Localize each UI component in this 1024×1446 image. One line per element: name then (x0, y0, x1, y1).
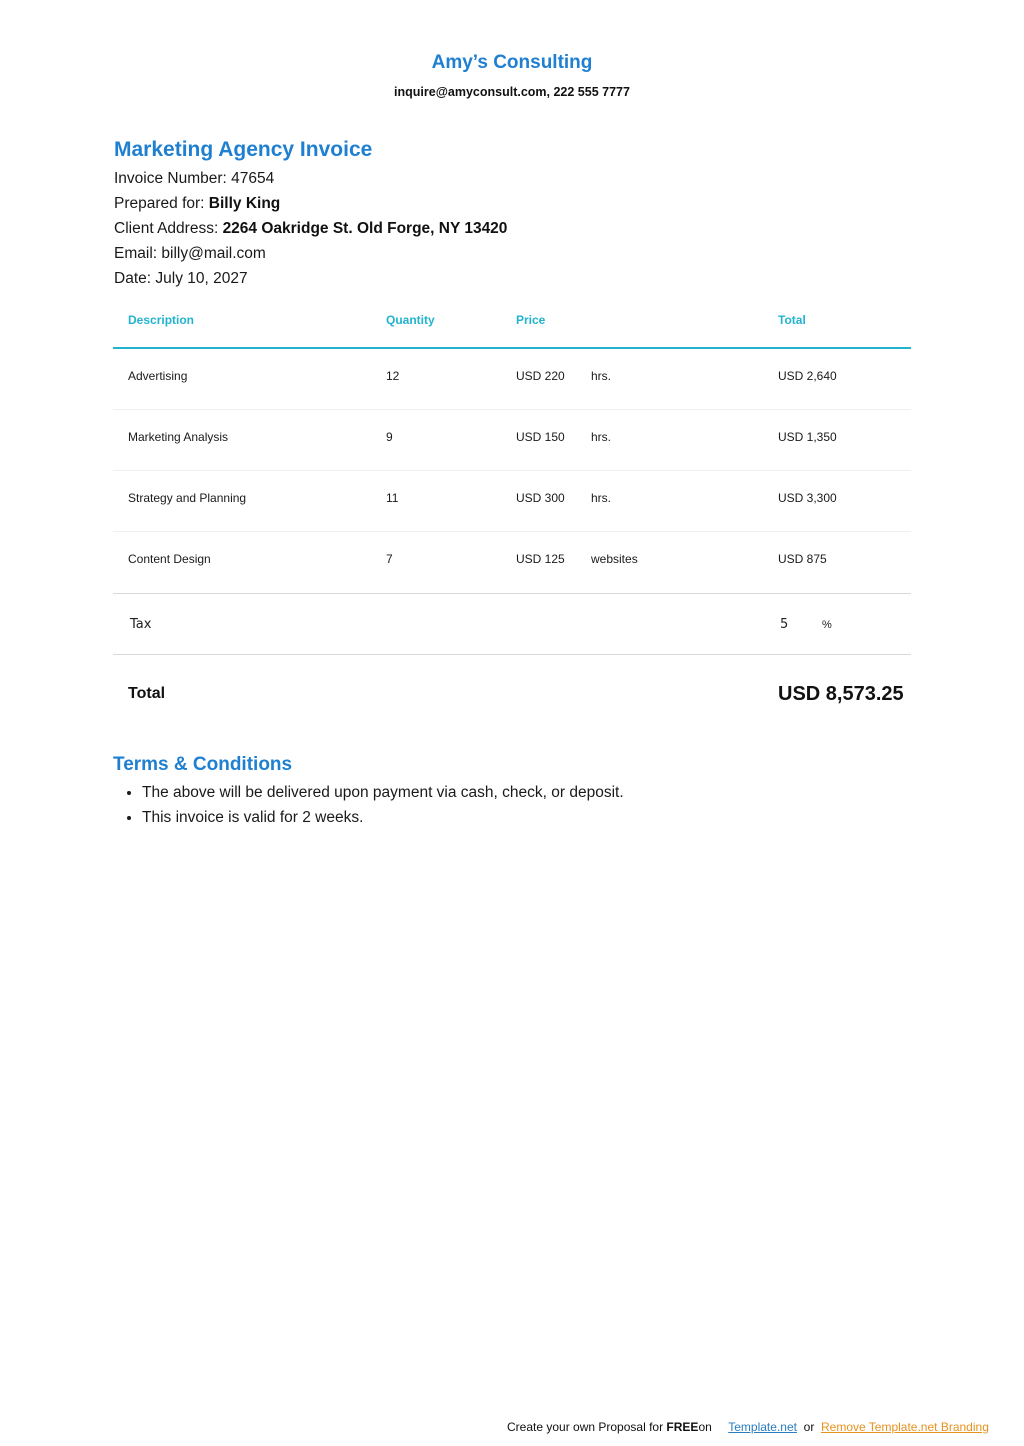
row-description: Advertising (128, 369, 188, 383)
total-label: Total (128, 685, 166, 702)
row-price: USD 125 (516, 552, 565, 566)
invoice-number (114, 170, 274, 188)
client-email-label: Email: (114, 245, 158, 262)
invoice-number-label: Invoice Number: (114, 170, 227, 187)
tax-divider (113, 654, 911, 655)
prepared-for-label: Prepared for: (114, 195, 205, 212)
prepared-for (114, 195, 280, 213)
row-total: USD 1,350 (778, 430, 837, 444)
total-value: USD 8,573.25 (778, 683, 904, 705)
tax-label: Tax (130, 617, 152, 632)
row-divider (113, 531, 911, 532)
row-divider (113, 593, 911, 594)
invoice-date-value: July 10, 2027 (155, 270, 248, 287)
company-name: Amy’s Consulting (431, 52, 593, 73)
column-header-quantity: Quantity (386, 313, 435, 327)
row-divider (113, 409, 911, 410)
invoice-date-label: Date: (114, 270, 152, 287)
footer-on: on (698, 1420, 712, 1434)
tax-unit: % (822, 619, 832, 631)
client-email-value: billy@mail.com (161, 245, 266, 262)
column-header-total: Total (778, 313, 806, 327)
row-unit: hrs. (591, 369, 612, 383)
footer-prefix: Create your own Proposal for (507, 1420, 664, 1434)
client-address (114, 220, 507, 238)
row-quantity: 9 (386, 430, 393, 444)
row-quantity: 11 (386, 491, 399, 505)
row-total: USD 3,300 (778, 491, 837, 505)
row-description: Marketing Analysis (128, 430, 229, 444)
tax-value: 5 (780, 617, 789, 632)
row-total: USD 2,640 (778, 369, 837, 383)
row-total: USD 875 (778, 552, 827, 566)
row-unit: websites (591, 552, 638, 566)
invoice-title: Marketing Agency Invoice (114, 138, 373, 161)
client-email (114, 245, 266, 263)
column-header-price: Price (516, 313, 546, 327)
row-quantity: 12 (386, 369, 400, 383)
footer-or: or (803, 1420, 815, 1434)
client-address-value: 2264 Oakridge St. Old Forge, NY 13420 (222, 220, 508, 237)
terms-item: • The above will be delivered upon payment via cash, check, or deposit. (142, 783, 624, 808)
row-unit: hrs. (591, 491, 612, 505)
row-unit: hrs. (591, 430, 612, 444)
terms-item: • This invoice is valid for 2 weeks. (142, 808, 624, 833)
row-description: Content Design (128, 552, 211, 566)
table-header-divider (113, 347, 911, 349)
row-price: USD 150 (516, 430, 565, 444)
column-header-description: Description (128, 313, 195, 327)
row-divider (113, 470, 911, 471)
remove-branding-link[interactable]: Remove Template.net Branding (820, 1420, 989, 1434)
client-address-label: Client Address: (114, 220, 219, 237)
footer-branding (507, 1420, 989, 1434)
terms-title: Terms & Conditions (113, 754, 293, 775)
template-net-link[interactable]: Template.net (728, 1420, 797, 1434)
row-description: Strategy and Planning (128, 491, 247, 505)
company-contact: inquire@amyconsult.com, 222 555 7777 (394, 85, 630, 99)
row-price: USD 300 (516, 491, 565, 505)
row-quantity: 7 (386, 552, 393, 566)
footer-free: FREE (666, 1420, 699, 1434)
invoice-number-value: 47654 (231, 170, 275, 187)
invoice-date (114, 270, 248, 288)
terms-list (114, 783, 624, 833)
row-price: USD 220 (516, 369, 565, 383)
prepared-for-value: Billy King (208, 195, 281, 212)
